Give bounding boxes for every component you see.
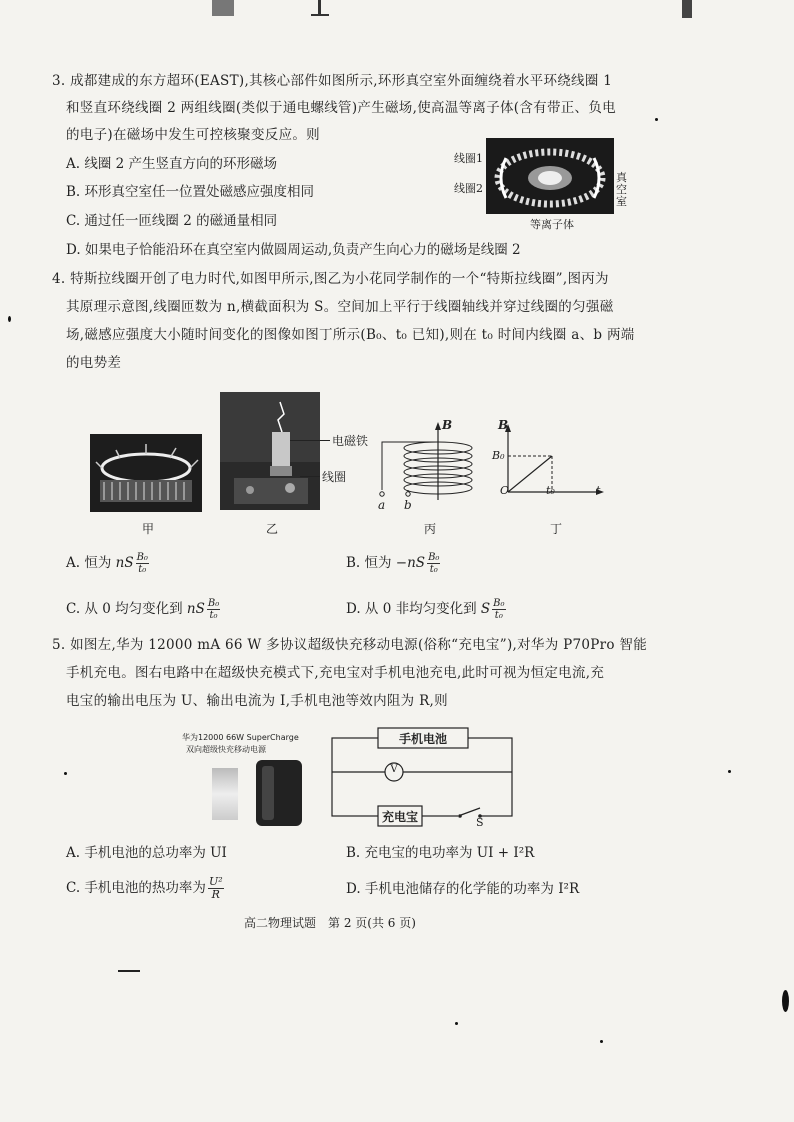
page-footer: 高二物理试题 第 2 页(共 6 页) — [244, 916, 416, 930]
q5-circuit-bank-label: 充电宝 — [381, 810, 418, 824]
q4-option-b-coef: −nS — [395, 555, 426, 571]
q4-ding-b0: B₀ — [492, 449, 505, 462]
scan-mark-top-center-base — [311, 14, 329, 16]
fraction-denominator: t₀ — [494, 610, 503, 621]
q3-east-figure — [448, 138, 628, 230]
q3-label-plasma: 等离子体 — [530, 218, 574, 231]
fraction-denominator: R — [211, 888, 220, 901]
q5-product-title-2: 双向超级快充移动电源 — [186, 745, 266, 754]
q4-option-d-coef: S — [480, 601, 491, 617]
q5-stem-line-2: 手机充电。图右电路中在超级快充模式下,充电宝对手机电池充电,此时可视为恒定电流,充 — [66, 665, 605, 681]
q4-stem-line-1: 4. 特斯拉线圈开创了电力时代,如图甲所示,图乙为小花同学制作的一个“特斯拉线圈”,图丙为 — [52, 271, 609, 287]
fraction-denominator: t₀ — [429, 564, 438, 575]
q4-stem-line-2: 其原理示意图,线圈匝数为 n,横截面积为 S。空间加上平行于线圈轴线并穿过线圈的匀强磁 — [66, 299, 614, 315]
q5-option-c-prefix: C. 手机电池的热功率为 — [66, 880, 206, 896]
fraction-numerator: B₀ — [493, 598, 505, 609]
q4-option-d-fraction — [492, 598, 505, 621]
q5-powerbank-highlight — [262, 766, 274, 820]
q3-stem-line-3: 的电子)在磁场中发生可控核聚变反应。则 — [66, 127, 320, 143]
q4-option-d-prefix: D. 从 0 非均匀变化到 — [346, 601, 481, 617]
q5-option-c — [66, 876, 226, 901]
scan-speck — [782, 990, 789, 1012]
q5-powerbank-side — [212, 768, 238, 820]
q4-option-a-fraction — [136, 552, 149, 575]
q4-photo-jia — [90, 434, 202, 512]
q5-stem-line-1: 5. 如图左,华为 12000 mA 66 W 多协议超级快充移动电源(俗称“充电宝”),对华为 P70Pro 智能 — [52, 637, 648, 653]
q5-stem-line-3: 电宝的输出电压为 U、输出电流为 I,手机电池等效内阻为 R,则 — [66, 693, 448, 709]
q4-option-b-prefix: B. 恒为 — [346, 555, 396, 571]
q3-option-c: C. 通过任一匝线圈 2 的磁通量相同 — [66, 213, 278, 229]
q3-stem-line-2: 和竖直环绕线圈 2 两组线圈(类似于通电螺线管)产生磁场,使高温等离子体(含有带正、负电 — [66, 100, 616, 116]
q4-option-a-coef: nS — [115, 555, 134, 571]
q4-caption-yi: 乙 — [265, 522, 278, 536]
q4-caption-jia: 甲 — [141, 522, 154, 536]
q5-option-c-fraction — [208, 876, 224, 901]
scan-speck — [8, 316, 11, 322]
q4-option-b-fraction — [427, 552, 440, 575]
q3-torus-drawing — [486, 138, 614, 214]
q4-caption-bing: 丙 — [423, 522, 436, 536]
fraction-numerator: B₀ — [136, 552, 148, 563]
q4-leader-coil — [300, 476, 320, 477]
q4-ding-axis-b: B — [498, 418, 509, 432]
q4-ding-t0: t₀ — [546, 484, 555, 497]
scan-speck — [64, 772, 67, 775]
q4-option-c — [66, 598, 222, 621]
q4-photo-yi — [220, 392, 320, 510]
q4-option-c-coef: nS — [186, 601, 205, 617]
q4-discharge-drawing — [90, 434, 202, 512]
q4-stem-line-4: 的电势差 — [66, 355, 122, 371]
q4-stem-line-3: 场,磁感应强度大小随时间变化的图像如图丁所示(B₀、t₀ 已知),则在 t₀ 时间内线圈 a、b 两端 — [66, 327, 635, 343]
q3-stem-line-1: 3. 成都建成的东方超环(EAST),其核心部件如图所示,环形真空室外面缠绕着水平环绕线圈 1 — [52, 73, 613, 89]
q4-label-coil: 线圈 — [322, 470, 347, 484]
q4-option-a-prefix: A. 恒为 — [66, 555, 116, 571]
q4-bing-label-b-field: B — [442, 418, 453, 432]
q3-option-b: B. 环形真空室任一位置处磁感应强度相同 — [66, 184, 315, 200]
q5-circuit-battery-label: 手机电池 — [398, 732, 447, 746]
scan-speck — [455, 1022, 458, 1025]
q4-bing-label-a: a — [378, 498, 386, 512]
q3-label-coil1: 线圈1 — [454, 152, 483, 165]
q3-option-d: D. 如果电子恰能沿环在真空室内做圆周运动,负责产生向心力的磁场是线圈 2 — [66, 242, 521, 258]
scan-mark-top-right — [682, 0, 692, 18]
q4-ding-axis-t: t — [596, 484, 601, 497]
scan-speck — [728, 770, 731, 773]
q4-ding-origin: O — [500, 484, 510, 497]
scan-speck — [600, 1040, 603, 1043]
q4-caption-ding: 丁 — [549, 522, 562, 536]
scan-dash — [118, 970, 140, 972]
q3-label-vacuum: 真空室 — [616, 171, 627, 208]
q5-product-title-1: 华为12000 66W SuperCharge — [182, 733, 299, 742]
q4-leader-electromagnet — [290, 440, 330, 441]
q3-label-coil2: 线圈2 — [454, 182, 483, 195]
q3-option-a: A. 线圈 2 产生竖直方向的环形磁场 — [66, 156, 278, 172]
q4-option-c-prefix: C. 从 0 均匀变化到 — [66, 601, 187, 617]
q5-voltmeter-label: V — [390, 764, 398, 775]
scan-mark-top-left — [212, 0, 234, 16]
fraction-numerator: U² — [208, 875, 223, 888]
fraction-denominator: t₀ — [138, 564, 147, 575]
q4-option-c-fraction — [207, 598, 220, 621]
fraction-numerator: B₀ — [428, 552, 440, 563]
q4-homemade-coil-drawing — [220, 392, 320, 510]
q5-option-a: A. 手机电池的总功率为 UI — [66, 845, 227, 861]
q4-solenoid-diagram — [372, 416, 482, 516]
fraction-numerator: B₀ — [207, 598, 220, 609]
q5-powerbank-photo — [256, 760, 302, 826]
q4-option-a — [66, 552, 151, 575]
q4-option-d — [346, 598, 508, 621]
scan-speck — [655, 118, 658, 121]
fraction-denominator: t₀ — [209, 610, 218, 621]
q5-option-b: B. 充电宝的电功率为 UI + I²R — [346, 845, 535, 861]
q4-label-electromagnet: 电磁铁 — [332, 434, 369, 448]
q4-option-b — [346, 552, 442, 575]
q5-switch-label: S — [476, 816, 484, 829]
q5-option-d: D. 手机电池储存的化学能的功率为 I²R — [346, 881, 580, 897]
q4-bing-label-b: b — [404, 498, 412, 512]
